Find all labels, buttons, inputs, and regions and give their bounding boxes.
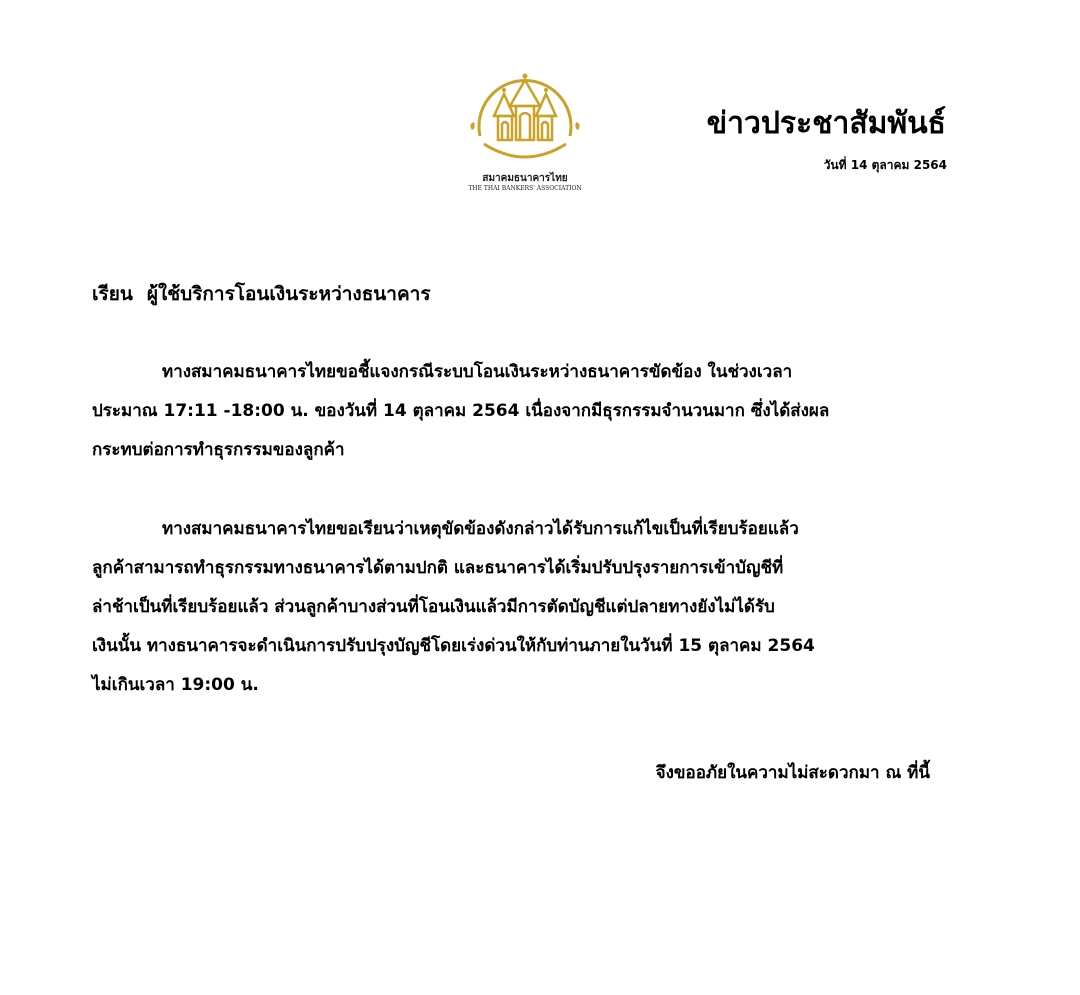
salutation xyxy=(92,279,431,309)
recipient-name: ผู้ใช้บริการโอนเงินระหว่างธนาคาร xyxy=(146,283,431,305)
paragraph-line: ไม่เกินเวลา 19:00 น. xyxy=(92,675,259,695)
thai-bankers-seal-icon xyxy=(466,66,584,170)
body-paragraph-2 xyxy=(92,510,972,705)
paragraph-line: กระทบต่อการทำธุรกรรมของลูกค้า xyxy=(92,440,345,460)
closing-line: จึงขออภัยในความไม่สะดวกมา ณ ที่นี้ xyxy=(655,763,930,783)
paragraph-line: ล่าช้าเป็นที่เรียบร้อยแล้ว ส่วนลูกค้าบางส่วนที่โอนเงินแล้วมีการตัดบัญชีแต่ปลายทางยังไม่ได้รับ xyxy=(92,597,775,617)
body-paragraph-1 xyxy=(92,353,972,470)
paragraph-line: ทางสมาคมธนาคารไทยขอชี้แจงกรณีระบบโอนเงินระหว่างธนาคารขัดข้อง ในช่วงเวลา xyxy=(162,362,793,382)
paragraph-line: ลูกค้าสามารถทำธุรกรรมทางธนาคารได้ตามปกติ และธนาคารได้เริ่มปรับปรุงรายการเข้าบัญชีที่ xyxy=(92,558,784,578)
paragraph-line: ทางสมาคมธนาคารไทยขอเรียนว่าเหตุขัดข้องดังกล่าวได้รับการแก้ไขเป็นที่เรียบร้อยแล้ว xyxy=(162,519,799,539)
association-logo xyxy=(462,66,592,196)
paragraph-line: เงินนั้น ทางธนาคารจะดำเนินการปรับปรุงบัญชีโดยเร่งด่วนให้กับท่านภายในวันที่ 15 ตุลาคม 2564 xyxy=(92,636,815,656)
paragraph-line: ประมาณ 17:11 -18:00 น. ของวันที่ 14 ตุลาคม 2564 เนื่องจากมีธุรกรรมจำนวนมาก ซึ่งได้ส่งผล xyxy=(92,401,830,421)
page-title: ข่าวประชาสัมพันธ์ xyxy=(706,106,946,141)
press-release-date: วันที่ 14 ตุลาคม 2564 xyxy=(823,158,947,172)
logo-org-name-th: สมาคมธนาคารไทย xyxy=(482,173,568,184)
logo-org-name-en: THE THAI BANKERS' ASSOCIATION xyxy=(468,185,582,192)
salutation-label: เรียน xyxy=(92,283,133,305)
